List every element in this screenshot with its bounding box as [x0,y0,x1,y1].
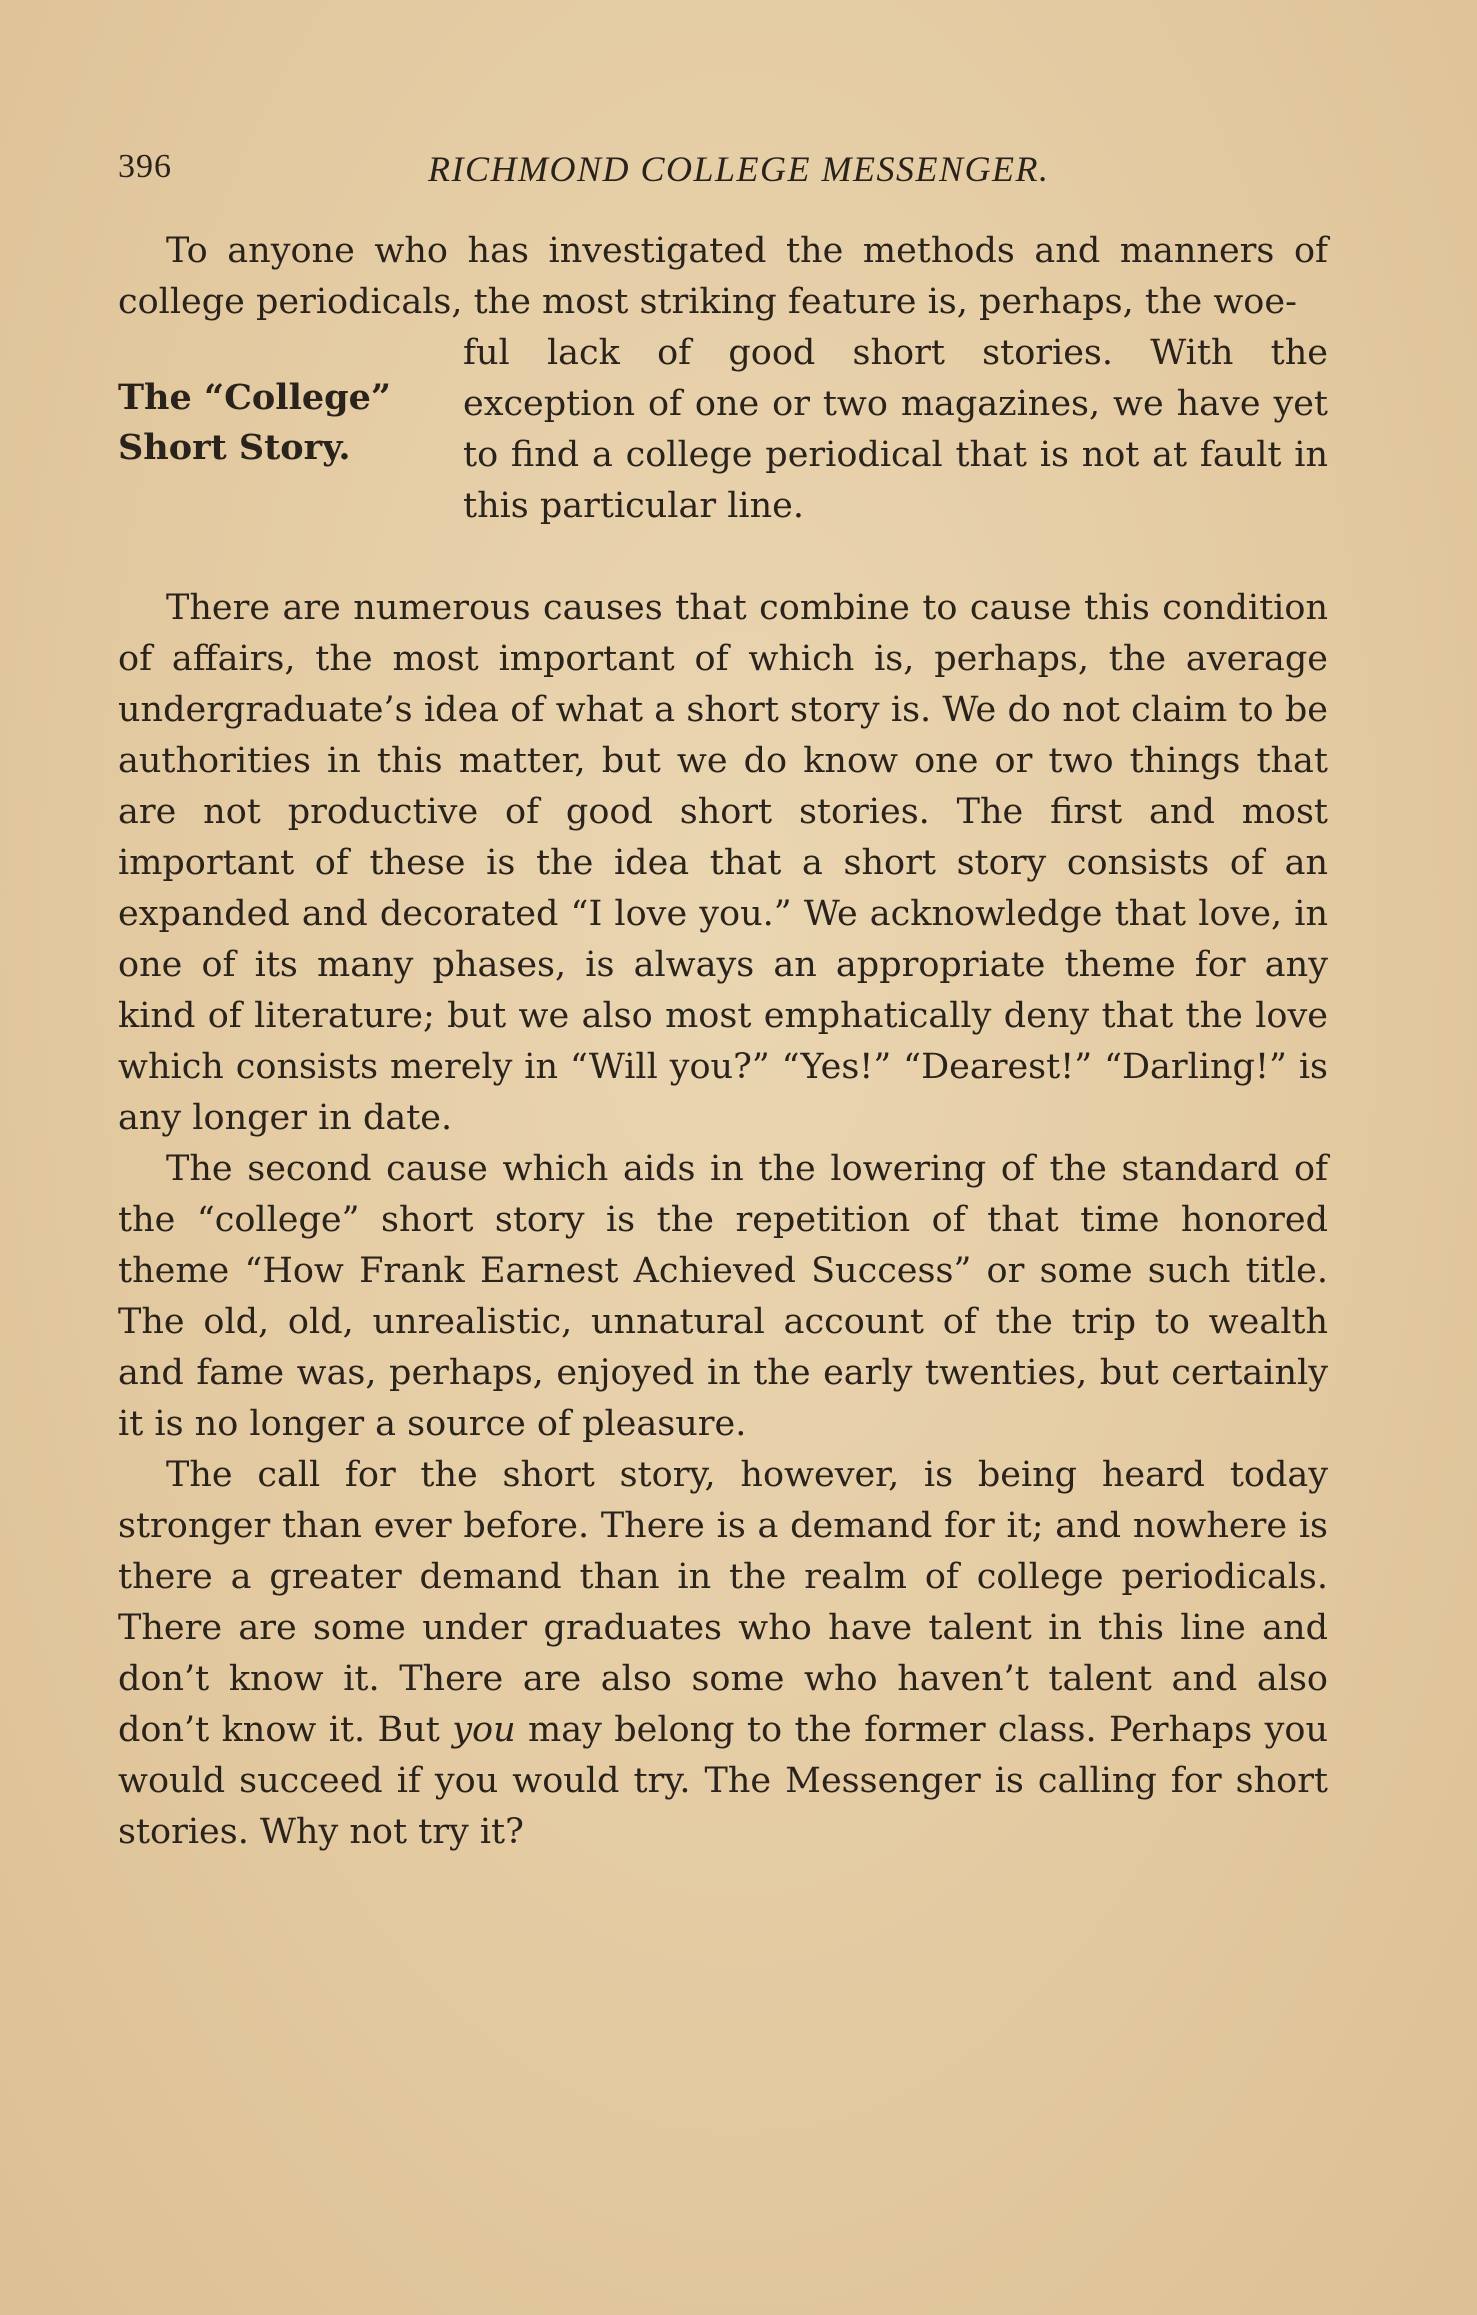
paragraph-1-lead: To anyone who has investigated the methods and manners of college periodicals, the most striking feature is, perhaps, the woe- [118,231,1328,322]
page-header [118,148,1328,196]
sidehead-block [118,328,463,583]
article-body [118,226,1328,1858]
sidehead [118,373,391,473]
sidehead-line-2: Short Story. [118,427,351,468]
paragraph-4-part-2: may belong to the former class. Perhaps you would succeed if you would try. The Messenger is calling for short stories. Why not try it? [118,1710,1328,1852]
paragraph-2: There are numerous causes that combine to cause this condition of affairs, the most important of which is, perhaps, the average undergraduate’s idea of what a short story is. We do not claim to be authorities in this matter, but we do know one or two things that are not productive of good short stories. The first and most important of these is the idea that a short story consists of an expanded and decorated “I love you.” We acknowledge that love, in one of its many phases, is always an appropriate theme for any kind of literature; but we also most emphatically deny that the love which consists merely in “Will you?” “Yes!” “Dearest!” “Darling!” is any longer in date. [118,588,1328,1138]
paragraph-1-rest: ful lack of good short stories. With the exception of one or two magazines, we have yet to find a college periodical that is not at fault in this particular line. [463,333,1328,526]
paragraph-1 [118,226,1328,328]
page-number: 396 [118,148,172,185]
paragraph-4 [118,1450,1328,1858]
sidehead-line-1: The “College” [118,377,392,418]
paragraph-1-continuation [118,328,1328,583]
running-head: RICHMOND COLLEGE MESSENGER. [428,149,1050,189]
paragraph-4-part-1: The call for the short story, however, is being heard today stronger than ever before. There is a demand for it; and nowhere is there a greater demand than in the realm of college periodicals. There are some under graduates who have talent in this line and don’t know it. There are also some who haven’t talent and also don’t know it. But [118,1455,1328,1750]
paragraph-3: The second cause which aids in the lowering of the standard of the “college” short story is the repetition of that time honored theme “How Frank Earnest Achieved Success” or some such title. The old, old, unrealistic, unnatural account of the trip to wealth and fame was, perhaps, enjoyed in the early twenties, but certainly it is no longer a source of pleasure. [118,1149,1328,1444]
paragraph-4-emphasis: you [452,1710,516,1750]
